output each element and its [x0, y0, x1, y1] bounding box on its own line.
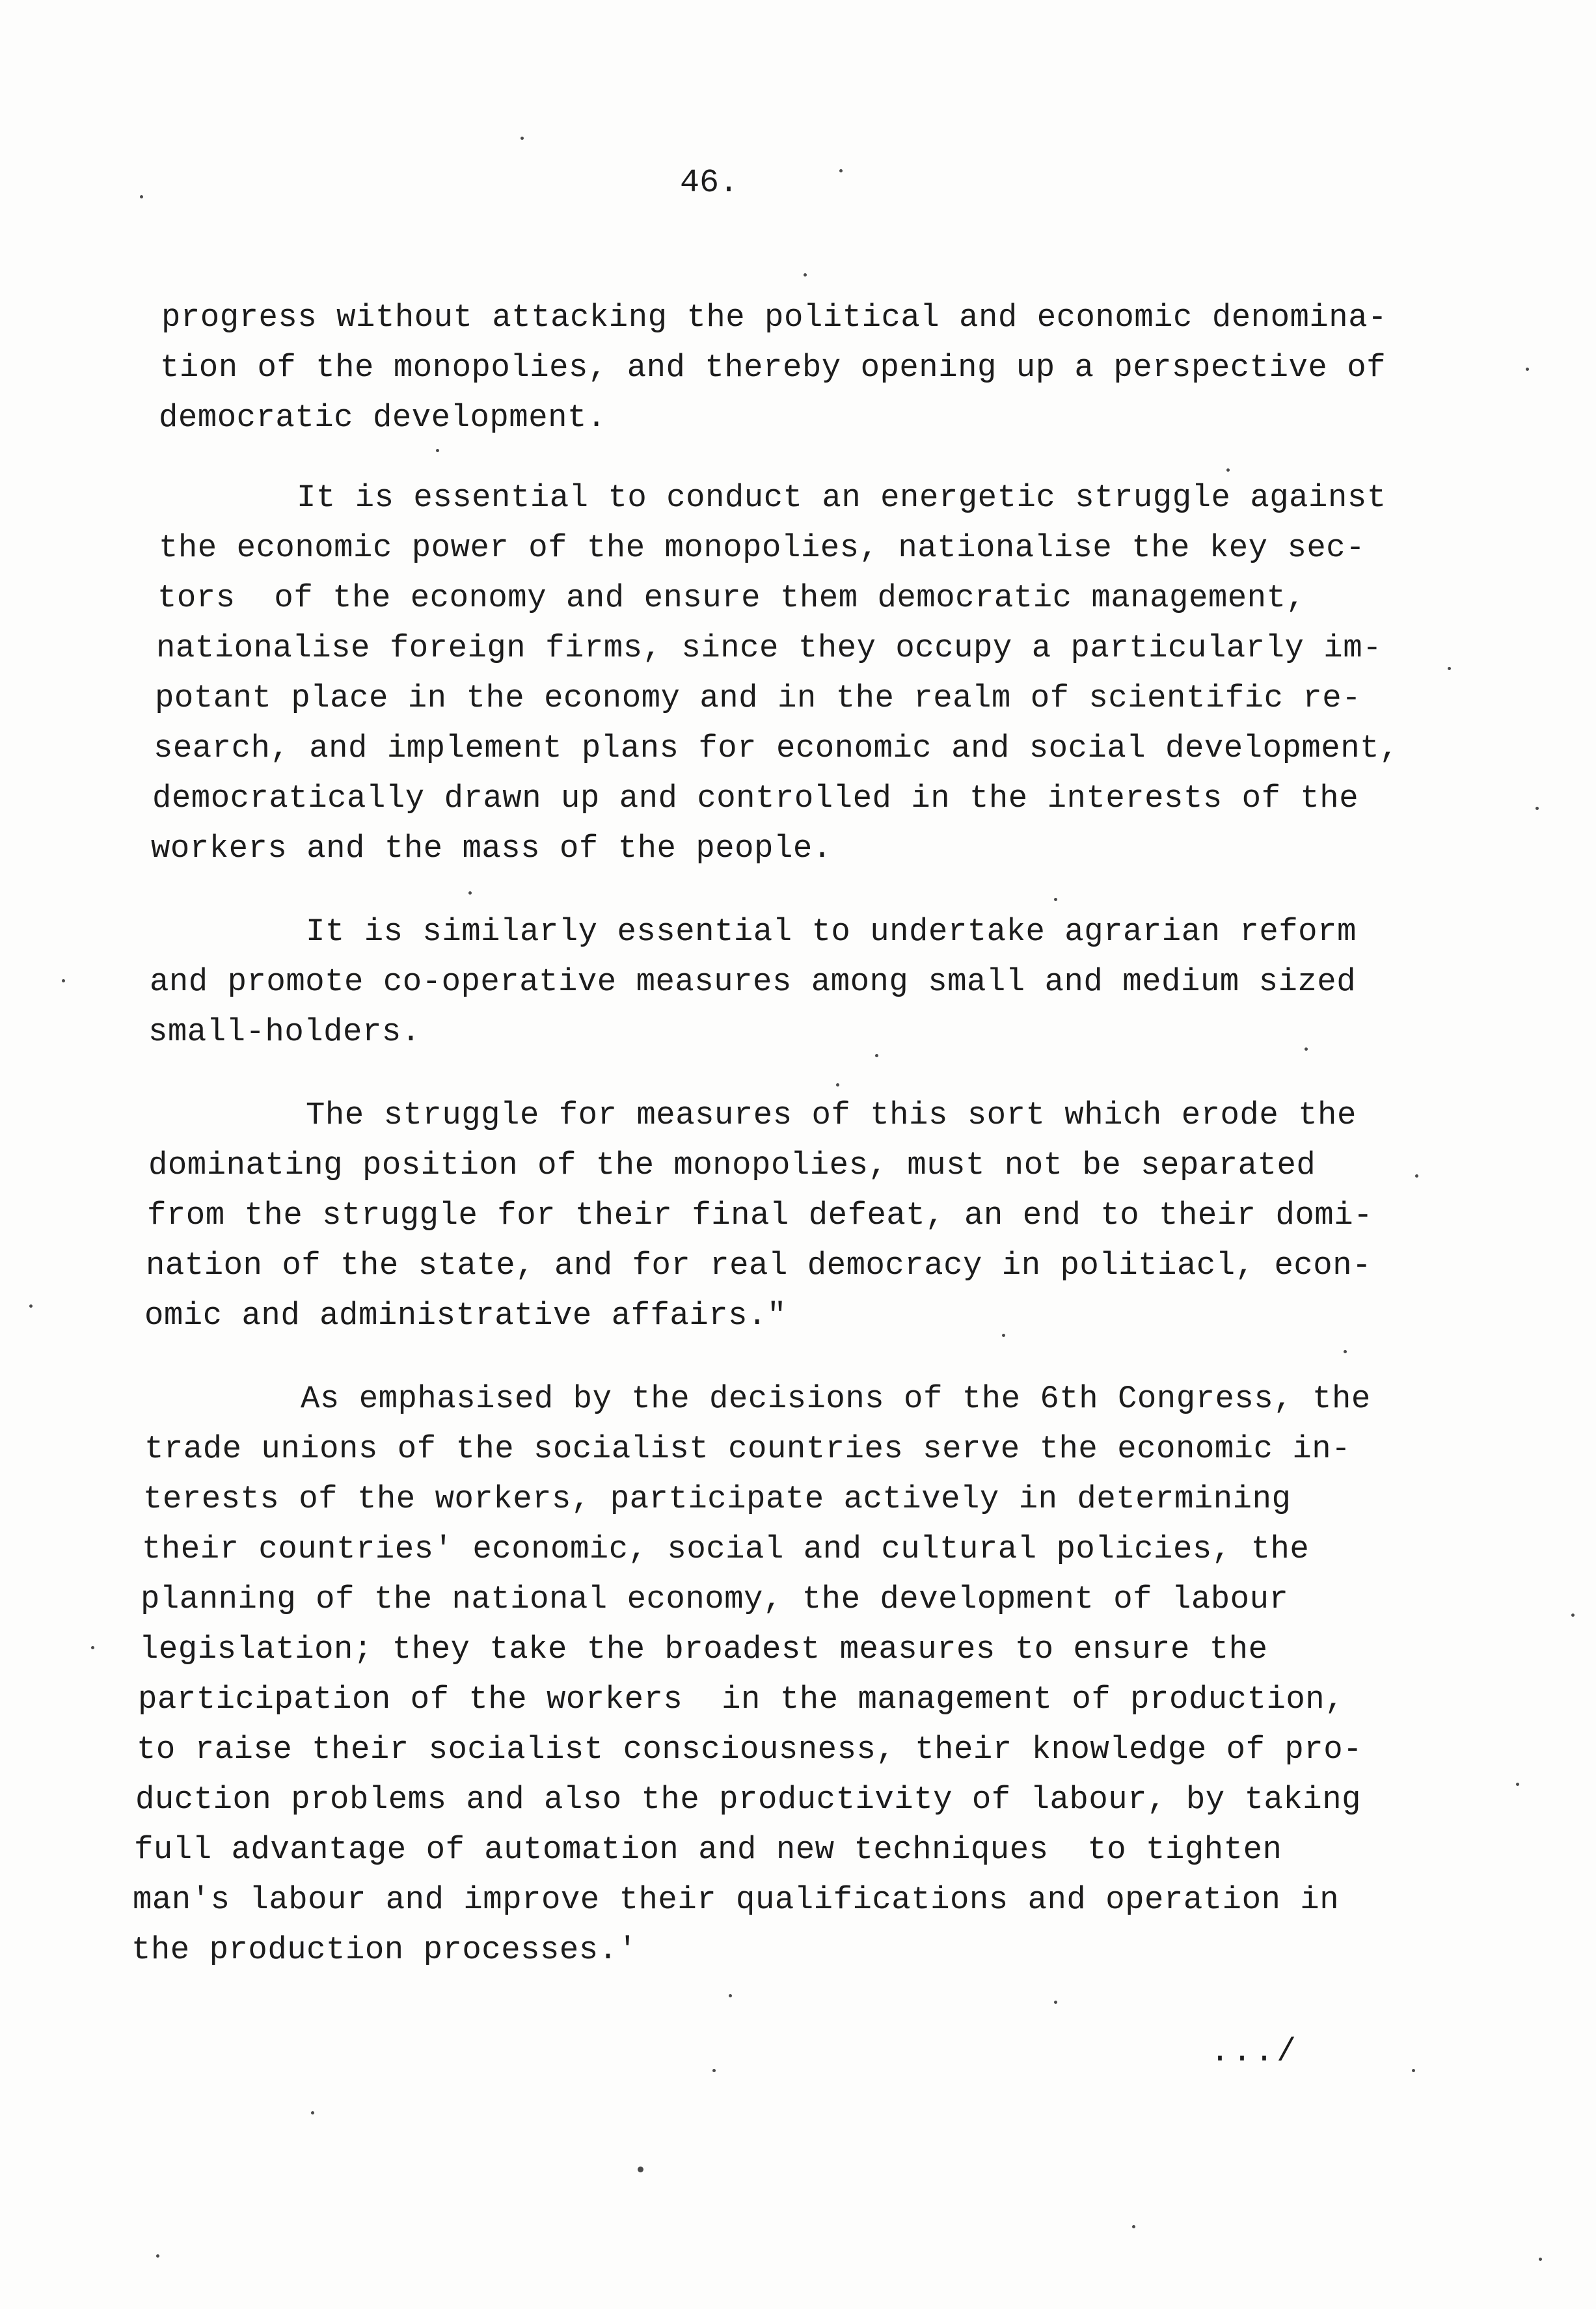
text-line: The struggle for measures of this sort which erode the	[306, 1097, 1357, 1133]
text-line: participation of the workers in the management of production,	[138, 1681, 1345, 1718]
scan-speck	[1002, 1334, 1005, 1337]
text-line: It is essential to conduct an energetic struggle against	[297, 479, 1386, 516]
scan-speck	[468, 891, 472, 895]
text-line: small-holders.	[148, 1014, 421, 1050]
scan-speck	[1526, 368, 1529, 371]
text-line: workers and the mass of the people.	[151, 830, 832, 867]
scan-speck	[1448, 667, 1451, 670]
text-line: nationalise foreign firms, since they occupy a particularly im-	[156, 630, 1383, 666]
text-line: their countries' economic, social and cultural policies, the	[142, 1531, 1310, 1567]
text-line: As emphasised by the decisions of the 6th Congress, the	[301, 1381, 1371, 1417]
scan-speck	[729, 1994, 732, 1997]
scan-speck	[712, 2069, 716, 2072]
scan-speck	[91, 1646, 94, 1649]
text-line: omic and administrative affairs."	[144, 1297, 787, 1334]
text-line: dominating position of the monopolies, must not be separated	[148, 1147, 1316, 1183]
text-line: legislation; they take the broadest measures to ensure the	[139, 1631, 1268, 1668]
page-number: 46.	[680, 165, 739, 202]
text-line: potant place in the economy and in the realm of scientific re-	[155, 680, 1362, 716]
text-line: the production processes.'	[131, 1932, 638, 1968]
scan-speck	[29, 1304, 33, 1308]
text-line: progress without attacking the political and economic denomina-	[161, 299, 1388, 336]
text-line: full advantage of automation and new techniques to tighten	[134, 1831, 1282, 1868]
scan-speck	[436, 449, 439, 452]
scan-speck	[1132, 2225, 1135, 2228]
text-line: the economic power of the monopolies, nationalise the key sec-	[159, 530, 1366, 566]
scan-speck	[804, 273, 807, 277]
scan-speck	[62, 979, 65, 982]
scan-speck	[1535, 807, 1539, 810]
scan-speck	[311, 2111, 314, 2114]
text-line: democratic development.	[159, 399, 606, 436]
text-line: trade unions of the socialist countries serve the economic in-	[144, 1431, 1351, 1467]
text-line: planning of the national economy, the development of labour	[141, 1581, 1289, 1617]
scan-speck	[836, 1083, 839, 1087]
scan-speck	[1305, 1047, 1308, 1051]
text-line: tors of the economy and ensure them democratic management,	[157, 580, 1306, 616]
text-line: It is similarly essential to undertake agrarian reform	[306, 913, 1357, 950]
text-line: man's labour and improve their qualifications and operation in	[133, 1882, 1340, 1918]
scan-speck	[1571, 1614, 1575, 1617]
text-line: tion of the monopolies, and thereby opening up a perspective of	[160, 349, 1386, 386]
text-line: terests of the workers, participate actively in determining	[143, 1481, 1292, 1517]
text-line: from the struggle for their final defeat, an end to their domi-	[147, 1197, 1373, 1234]
scan-speck	[638, 2167, 643, 2172]
scan-speck	[156, 2254, 159, 2258]
text-line: duction problems and also the productivity of labour, by taking	[135, 1781, 1362, 1818]
continuation-mark: .../	[1210, 2034, 1299, 2071]
scan-speck	[1539, 2258, 1542, 2261]
text-line: democratically drawn up and controlled in the interests of the	[152, 780, 1359, 817]
scan-speck	[1226, 468, 1230, 472]
text-line: and promote co-operative measures among small and medium sized	[150, 964, 1357, 1000]
scan-speck	[875, 1054, 878, 1057]
scan-speck	[1516, 1783, 1519, 1786]
scan-speck	[1344, 1350, 1347, 1353]
text-line: nation of the state, and for real democracy in politiacl, econ-	[146, 1247, 1372, 1284]
text-line: to raise their socialist consciousness, their knowledge of pro-	[137, 1731, 1363, 1768]
scan-speck	[1412, 2069, 1415, 2072]
scan-speck	[839, 169, 843, 172]
text-line: search, and implement plans for economic and social development,	[154, 730, 1399, 766]
scan-speck	[140, 195, 143, 198]
scan-speck	[1415, 1174, 1418, 1178]
scan-speck	[1054, 2001, 1057, 2004]
scan-speck	[521, 137, 524, 140]
scan-speck	[1054, 898, 1057, 901]
